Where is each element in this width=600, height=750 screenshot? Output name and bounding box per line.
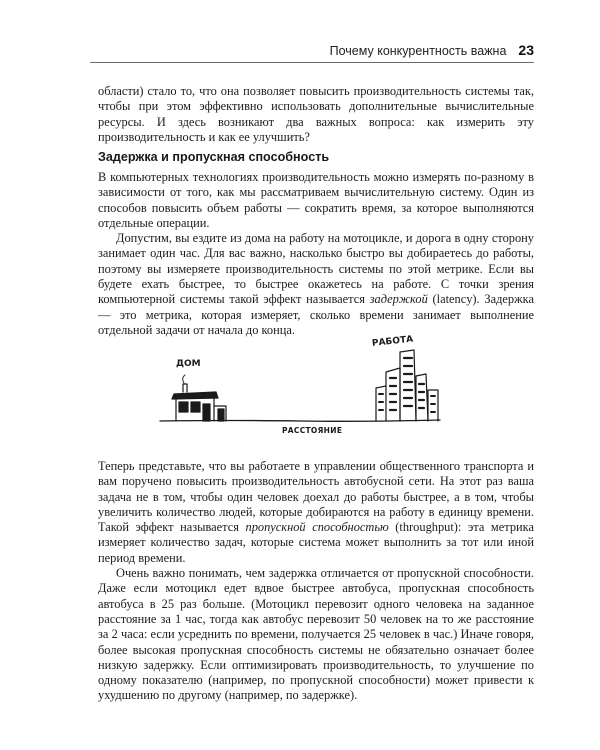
paragraph-2 [98, 231, 534, 338]
paragraph-3-text-end: (throughput): эта метрика измеряет количество задач, которые система может выполнить за тот или иной период времени. [98, 520, 534, 565]
paragraph-4: Очень важно понимать, чем задержка отличается от пропускной способности. Даже если мотоцикл едет вдвое быстрее автобуса, пропускная способность автобуса в 25 раз больше. (Мотоцикл перевозит одного человека на заданное расстояние за 1 час, тогда как автобус перевозит 50 человек на то же расстояние за 2 часа: если усреднить по времени, получается 25 человек в час.) Иначе говоря, более высокая пропускная способность системы не обязательно означает более низкую задержку. Если оптимизировать производительность, то улучшение по одному показателю (например, по пропускной способности) может привести к ухудшению по другому (например, по задержке). [98, 566, 534, 703]
continuation-body [98, 459, 534, 704]
home-label: ДОМ [176, 359, 201, 369]
page-header [90, 42, 534, 63]
term-throughput: пропускной способностью [245, 520, 389, 535]
term-latency: задержкой [369, 292, 428, 307]
ground-line [160, 420, 440, 421]
paragraph-3 [98, 459, 534, 566]
distance-label: РАССТОЯНИЕ [282, 426, 343, 435]
intro-text: области) стало то, что она позволяет повысить производительность системы так, чтобы при этом эффективно использовать дополнительные вычислительные ресурсы. И здесь возникают два важных вопроса: как измерить эту производительность и как ее улучшить? [98, 84, 534, 144]
section-body [98, 170, 534, 338]
running-title: Почему конкурентность важна [329, 44, 507, 58]
paragraph-1: В компьютерных технологиях производительность можно измерять по-разному в зависимости от того, как мы рассматриваем вычислительную систему. Один из способов повысить объем работы — сократить время, за которое выполняются отдельные операции. [98, 170, 534, 230]
work-label: РАБОТА [371, 334, 414, 349]
page-number: 23 [518, 42, 534, 58]
paragraph-2-text-end: (latency). Задержка — это метрика, которая измеряет, сколько времени занимает выполнение отдельной задачи от начала до конца. [98, 292, 534, 337]
house-icon [172, 375, 226, 421]
commute-illustration [150, 332, 450, 440]
paragraph-2-text: Допустим, вы ездите из дома на работу на мотоцикле, и дорога в одну сторону занимает один час. Для вас важно, насколько быстро вы добираетесь до работы, поэтому вы измеряете производительность системы по этой метрике. Если вы будете ехать быстрее, то быстрее окажетесь на работе. С точки зрения компьютерной системы такой эффект называется [98, 231, 534, 307]
section-heading: Задержка и пропускная способность [98, 150, 330, 164]
intro-paragraph [98, 84, 534, 145]
paragraph-3-text: Теперь представьте, что вы работаете в управлении общественного транспорта и вам поручено повысить производительность автобусной сети. На этот раз ваша задача не в том, чтобы один человек доехал до работы быстрее, а в том, чтобы увеличить количество людей, которые добираются на работу в единицу времени. Такой эффект называется [98, 459, 534, 535]
city-buildings-icon [376, 350, 438, 421]
